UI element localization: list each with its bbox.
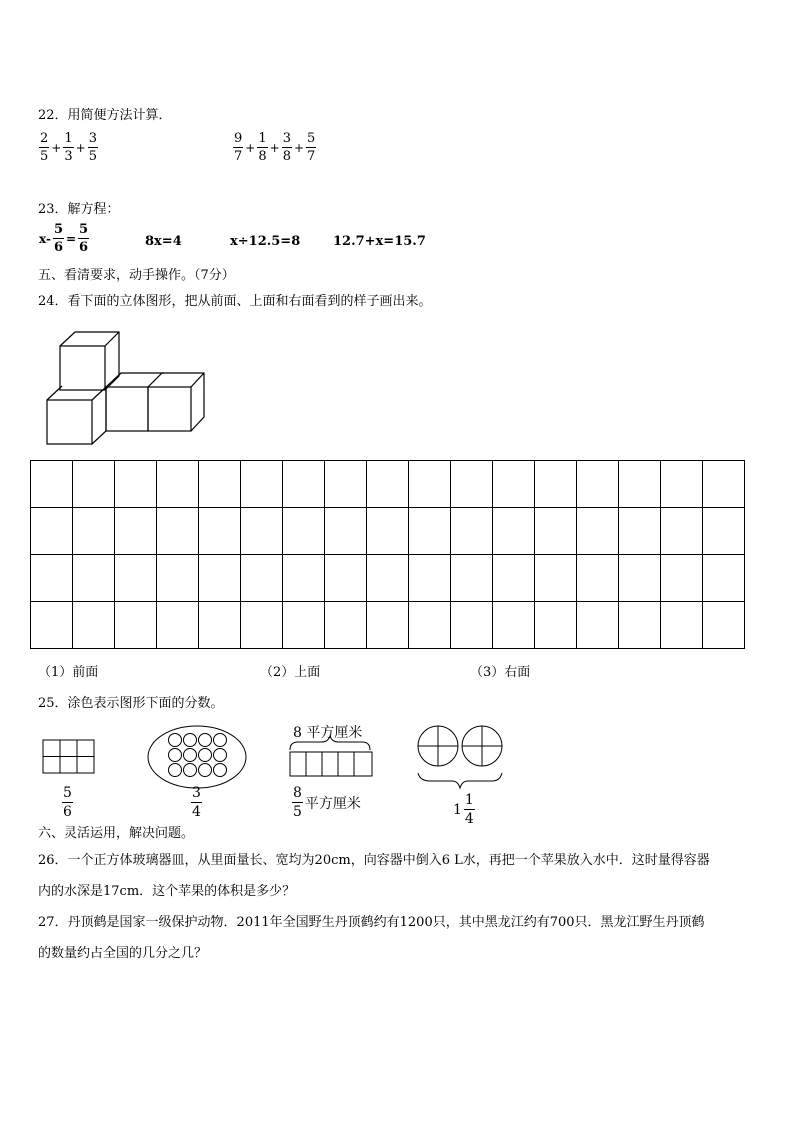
fraction-eight-fifths: $\frac{8}{5}$ 平方厘米 — [293, 785, 361, 820]
q22-title: 22．用简便方法计算． — [38, 108, 172, 123]
q23-equation-2: 8x=4 — [145, 234, 182, 249]
q24-title: 24．看下面的立体图形，把从前面、上面和右面看到的样子画出来。 — [38, 294, 432, 309]
section-5-heading: 五、看清要求，动手操作。（7分） — [38, 268, 235, 283]
area-label-top: 8 平方厘米 — [293, 725, 363, 741]
q25-title: 25．涂色表示图形下面的分数。 — [38, 696, 224, 711]
q27-line-2: 的数量约占全国的几分之几？ — [38, 946, 208, 961]
section-6-heading: 六、灵活运用，解决问题。 — [38, 826, 195, 841]
q22-expression-2: $\frac{9}{7}$ + $\frac{1}{8}$ + $\frac{3}{8}$ + $\frac{5}{7}$ — [234, 131, 316, 164]
mixed-number-one-and-quarter: 1 $\frac{1}{4}$ — [453, 792, 474, 827]
label-right-view: （3）右面 — [470, 665, 531, 680]
q23-title: 23．解方程： — [38, 202, 120, 217]
label-front-view: （1）前面 — [38, 665, 99, 680]
q23-equation-3: x÷12.5=8 — [230, 234, 301, 249]
fraction-five-sixths: $\frac{5}{6}$ — [63, 785, 72, 820]
q26-line-1: 26．一个正方体玻璃器皿，从里面量长、宽均为20cm，向容器中倒入6 L水，再把一个苹果放入水中．这时量得容器 — [38, 853, 710, 868]
q23-equation-1: x- $\frac{5}{6}$ = $\frac{5}{6}$ — [39, 222, 89, 255]
q22-expression-1: $\frac{2}{5}$ + $\frac{1}{3}$ + $\frac{3}{5}$ — [40, 131, 97, 164]
q23-equation-4: 12.7+x=15.7 — [333, 234, 426, 249]
fraction-three-quarters: $\frac{3}{4}$ — [192, 785, 201, 820]
q26-line-2: 内的水深是17cm．这个苹果的体积是多少？ — [38, 884, 296, 899]
label-top-view: （2）上面 — [260, 665, 321, 680]
q27-line-1: 27．丹顶鹤是国家一级保护动物．2011年全国野生丹顶鹤约有1200只，其中黑龙江约有700只．黑龙江野生丹顶鹤 — [38, 915, 705, 930]
